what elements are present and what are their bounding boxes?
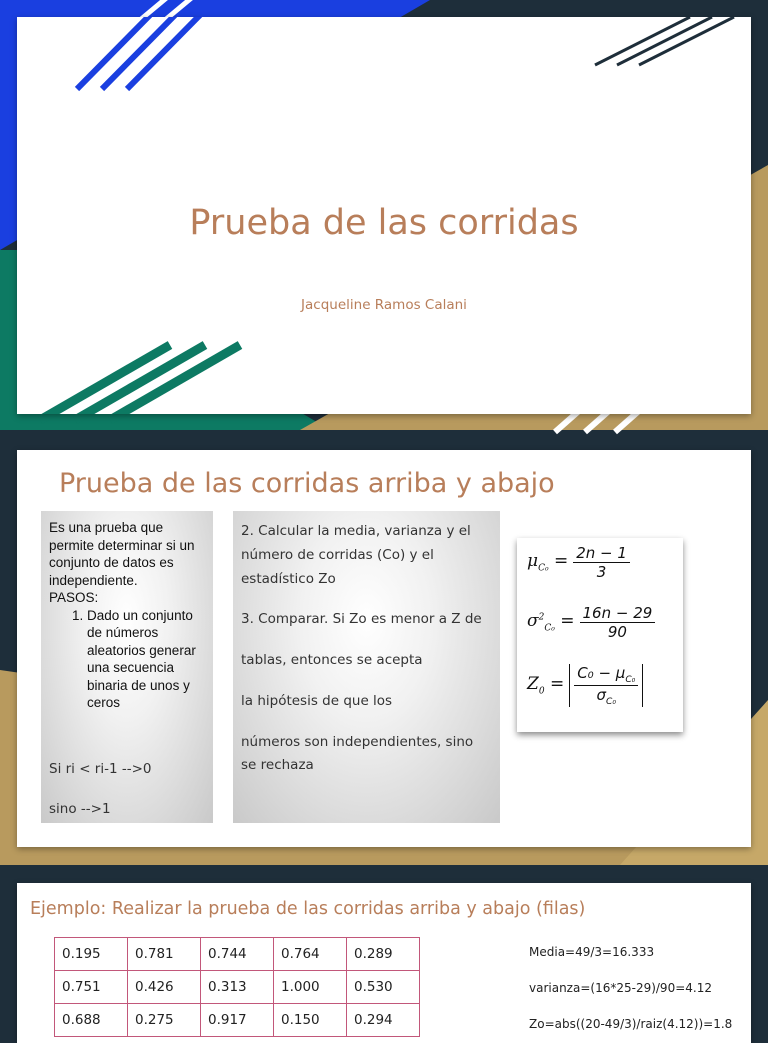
- stat-z: Zo=abs((20-49/3)/raiz(4.12))=1.8: [529, 1017, 733, 1031]
- table-cell: 0.275: [128, 1004, 201, 1037]
- step3-line5: se rechaza: [241, 757, 314, 773]
- slide1-title: Prueba de las corridas: [189, 203, 579, 243]
- stat-media: Media=49/3=16.333: [529, 945, 655, 959]
- z-denominator: $\sigma_{C_0}$: [596, 686, 616, 707]
- z-formula: $Z_0$ = $\frac{C_0 - \mu_{C_0}}{\sigma_{C_0}}$: [527, 664, 643, 707]
- slide-title: [17, 17, 751, 414]
- steps-text: [49, 519, 209, 712]
- table-cell: 0.688: [55, 1004, 128, 1037]
- table-cell: 0.744: [201, 938, 274, 971]
- table-cell: 0.917: [201, 1004, 274, 1037]
- mean-fraction: [573, 544, 630, 581]
- steps-list: [49, 607, 209, 712]
- table-cell: 0.781: [128, 938, 201, 971]
- table-row: [55, 938, 420, 971]
- z-numerator: $C_0 - \mu_{C_0}$: [574, 664, 638, 686]
- intro-text: Es una prueba que permite determinar si un conjunto de datos es independiente.: [49, 520, 195, 588]
- rule-zero: Si ri < ri-1 -->0: [49, 761, 152, 777]
- random-numbers-table: [54, 937, 420, 1037]
- table-cell: 0.751: [55, 971, 128, 1004]
- variance-numerator: 16n − 29: [580, 604, 656, 623]
- slide-method: [17, 450, 751, 847]
- step2-line3: estadístico Zo: [241, 571, 336, 587]
- steps-box-2: [233, 511, 500, 823]
- step3-line2: tablas, entonces se acepta: [241, 652, 423, 668]
- rule-one: sino -->1: [49, 801, 111, 817]
- table-cell: 0.289: [347, 938, 420, 971]
- table-cell: 0.294: [347, 1004, 420, 1037]
- table-cell: 0.313: [201, 971, 274, 1004]
- table-row: [55, 971, 420, 1004]
- stat-varianza: varianza=(16*25-29)/90=4.12: [529, 981, 712, 995]
- variance-denominator: 90: [607, 623, 627, 641]
- steps-box: [41, 511, 213, 823]
- step3-line4: números son independientes, sino: [241, 734, 474, 750]
- table-cell: 0.150: [274, 1004, 347, 1037]
- variance-fraction: [580, 604, 656, 641]
- step-1: 1. Dado un conjunto de números aleatorios generar una secuencia binaria de unos y ceros: [87, 607, 209, 712]
- table-cell: 1.000: [274, 971, 347, 1004]
- slide1-subtitle: Jacqueline Ramos Calani: [301, 297, 467, 313]
- step3-line1: 3. Comparar. Si Zo es menor a Z de: [241, 611, 482, 627]
- slide2-title: Prueba de las corridas arriba y abajo: [59, 468, 555, 499]
- formula-card: [517, 538, 683, 732]
- table-cell: 0.530: [347, 971, 420, 1004]
- step2-line1: 2. Calcular la media, varianza y el: [241, 523, 471, 539]
- table-row: [55, 1004, 420, 1037]
- slide-example: [17, 883, 751, 1043]
- absolute-value-bars: [569, 664, 643, 707]
- z-fraction: [574, 664, 638, 707]
- pasos-label: PASOS:: [49, 590, 99, 605]
- mean-denominator: 3: [596, 563, 607, 581]
- table-cell: 0.195: [55, 938, 128, 971]
- mean-formula: $\mu_{C_0}$ = $\frac{2n - 1}{3}$: [527, 544, 630, 581]
- step2-line2: número de corridas (Co) y el: [241, 547, 434, 563]
- slide3-title: Ejemplo: Realizar la prueba de las corridas arriba y abajo (filas): [30, 899, 586, 919]
- table-cell: 0.764: [274, 938, 347, 971]
- mean-numerator: 2n − 1: [573, 544, 630, 563]
- step3-line3: la hipótesis de que los: [241, 693, 393, 709]
- table-cell: 0.426: [128, 971, 201, 1004]
- variance-formula: $\sigma^2_{C_0}$ = $\frac{16n - 29}{90}$: [527, 604, 655, 641]
